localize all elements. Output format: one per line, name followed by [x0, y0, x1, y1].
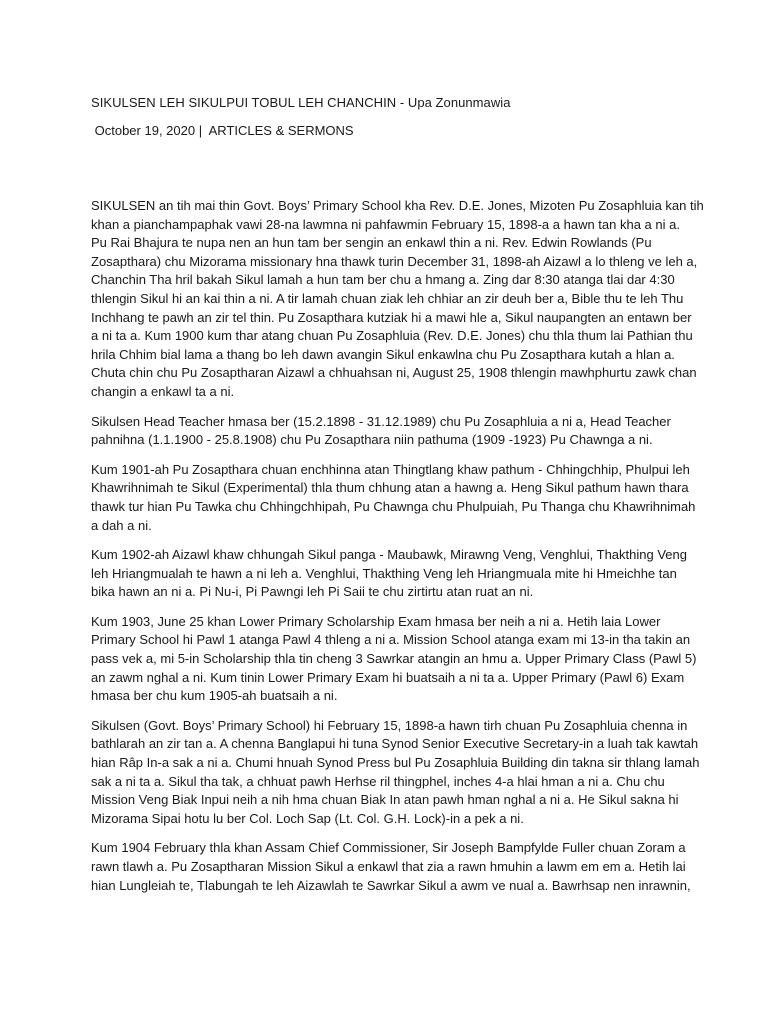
paragraph-line: pahnihna (1.1.1900 - 25.8.1908) chu Pu Zosapthara niin pathuma (1909 -1923) Pu Chawnga a ni. — [91, 432, 653, 448]
paragraph-line: Chanchin Tha hril bakah Sikul lamah a hun tam ber chu a hmang a. Zing dar 8:30 atanga tlai dar 4:30 — [91, 272, 675, 288]
body-paragraph — [91, 839, 691, 895]
paragraph-line: khan a pianchampaphak vawi 28-na lawmna ni pahfawmin February 15, 1898-a a hawn tan kha a ni a. — [91, 216, 680, 232]
paragraph-line: Sikulsen (Govt. Boys’ Primary School) hi February 15, 1898-a hawn tirh chuan Pu Zosaphluia chenna in — [91, 717, 688, 733]
paragraph-line: a dah a ni. — [91, 517, 152, 533]
paragraph-line: leh Hriangmualah te hawn a ni leh a. Venghlui, Thakthing Veng leh Hriangmuala mite hi Hmeichhe tan — [91, 565, 677, 581]
paragraph-line: Primary School hi Pawl 1 atanga Pawl 4 thleng a ni a. Mission School atanga exam mi 13-in tha takin an — [91, 632, 691, 648]
paragraph-line: bathlarah an zir tan a. A chenna Banglapui hi tuna Synod Senior Executive Secretary-in a luah tak kawtah — [91, 736, 699, 752]
article-meta — [91, 122, 354, 140]
article-date: October 19, 2020 — [94, 123, 196, 138]
paragraph-line: Kum 1902-ah Aizawl khaw chhungah Sikul panga - Maubawk, Mirawng Veng, Venghlui, Thakthing Veng — [91, 547, 687, 563]
body-paragraph — [91, 613, 697, 706]
article-category: ARTICLES & SERMONS — [208, 123, 354, 138]
meta-separator: | — [198, 123, 203, 138]
body-paragraph — [91, 717, 700, 829]
body-paragraph — [91, 546, 687, 602]
paragraph-line: a ni ta a. Kum 1900 kum thar atang chuan Pu Zosaphluia (Rev. D.E. Jones) chu thla thum lai Pathian thu — [91, 328, 693, 344]
paragraph-line: Chuta chin chu Pu Zosaptharan Aizawl a chhuahsan ni, August 25, 1908 thlengin mawhphurtu zawk chan — [91, 365, 697, 381]
paragraph-line: hian Lungleiah te, Tlabungah te leh Aizawlah te Sawrkar Sikul a awm ve nual a. Bawrhsap nen inrawnin, — [91, 877, 691, 893]
paragraph-line: Kum 1904 February thla khan Assam Chief Commissioner, Sir Joseph Bampfylde Fuller chuan Zoram a — [91, 840, 686, 856]
paragraph-line: Kum 1901-ah Pu Zosapthara chuan enchhinna atan Thingtlang khaw pathum - Chhingchhip, Phulpui leh — [91, 461, 690, 477]
paragraph-line: thlengin Sikul hi an kai thin a ni. A tir lamah chuan ziak leh chhiar an zir deuh ber a, Bible thu te leh Thu — [91, 290, 684, 306]
paragraph-line: hian Râp In-a sak a ni a. Chumi hnuah Synod Press bul Pu Zosaphluia Building din takna sir thlang lamah — [91, 755, 700, 771]
paragraph-line: hrila Chhim bial lama a thang bo leh dawn avangin Sikul enkawlna chu Pu Zosapthara kutah a hlan a. — [91, 346, 675, 362]
body-paragraph — [91, 461, 696, 535]
paragraph-line: changin a enkawl ta a ni. — [91, 383, 235, 399]
paragraph-line: Sikulsen Head Teacher hmasa ber (15.2.1898 - 31.12.1989) chu Pu Zosaphluia a ni a, Head Teacher — [91, 413, 671, 429]
article-body — [91, 197, 704, 906]
body-paragraph — [91, 413, 681, 450]
paragraph-line: Mission Veng Biak Inpui neih a nih hma chuan Biak In atan pawh hman nghal a ni a. He Sikul sakna hi — [91, 792, 679, 808]
paragraph-line: Inchhang te pawh an zir tel thin. Pu Zosapthara kutziak hi a mawi hle a, Sikul naupangten an entawn ber — [91, 309, 692, 325]
paragraph-line: Mizorama Sipai hotu lu ber Col. Loch Sap (Lt. Col. G.H. Lock)-in a pek a ni. — [91, 810, 524, 826]
paragraph-line: an zawm nghal a ni. Kum tinin Lower Primary Exam hi buatsaih a ni ta a. Upper Primary (Pawl 6) Exam — [91, 669, 685, 685]
paragraph-line: SIKULSEN an tih mai thin Govt. Boys’ Primary School kha Rev. D.E. Jones, Mizoten Pu Zosaphluia kan tih — [91, 198, 704, 213]
paragraph-line: Kum 1903, June 25 khan Lower Primary Scholarship Exam hmasa ber neih a ni a. Hetih laia Lower — [91, 613, 661, 629]
paragraph-line: thawk tur hian Pu Tawka chu Chhingchhipah, Pu Chawnga chu Phulpuiah, Pu Thanga chu Khawrihnimah — [91, 498, 696, 514]
paragraph-line: pass vek a, mi 5-in Scholarship thla tin cheng 3 Sawrkar atangin an hmu a. Upper Primary Class (Pawl 5) — [91, 651, 697, 667]
paragraph-line: bika hawn an ni a. Pi Nu-i, Pi Pawngi leh Pi Saii te chu zirtirtu atan ruat an ni. — [91, 584, 534, 600]
paragraph-line: Zosapthara) chu Mizorama missionary hna thawk turin December 31, 1898-ah Aizawl a lo thleng ve leh a, — [91, 253, 698, 269]
paragraph-line: rawn tlawh a. Pu Zosaptharan Mission Sikul a enkawl that zia a rawn hmuhin a lawm em em a. Hetih lai — [91, 859, 686, 874]
paragraph-line: hmasa ber chu kum 1905-ah buatsaih a ni. — [91, 688, 338, 704]
article-title: SIKULSEN LEH SIKULPUI TOBUL LEH CHANCHIN - Upa Zonunmawia — [91, 95, 511, 110]
body-paragraph — [91, 197, 704, 402]
paragraph-line: Khawrihnimah te Sikul (Experimental) thla thum chhung atan a hawng a. Heng Sikul pathum hawn thara — [91, 480, 689, 496]
paragraph-line: Pu Rai Bhajura te nupa nen an hun tam ber sengin an enkawl thin a ni. Rev. Edwin Rowlands (Pu — [91, 235, 652, 251]
paragraph-line: sak a ni ta a. Sikul tha tak, a chhuat pawh Herhse ril thingphel, inches 4-a hlai hman a ni a. Chu chu — [91, 773, 665, 789]
